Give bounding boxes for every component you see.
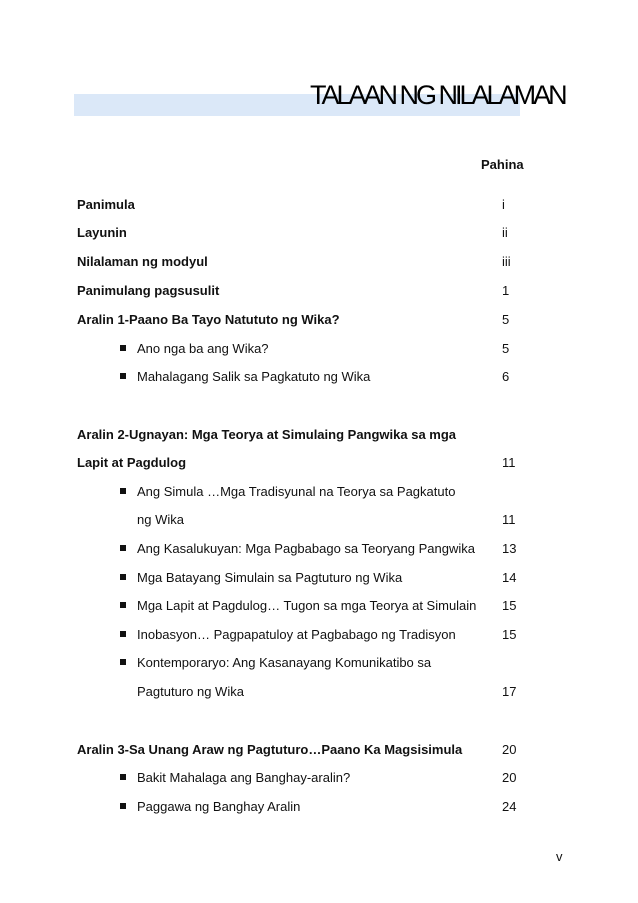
- toc-entry: [0, 684, 638, 702]
- square-bullet-icon: [120, 373, 126, 379]
- toc-entry-page: 11: [502, 455, 516, 470]
- square-bullet-icon: [120, 774, 126, 780]
- toc-entry-label: Panimulang pagsusulit: [77, 283, 220, 298]
- toc-entry-label: Pagtuturo ng Wika: [137, 684, 244, 699]
- toc-entry-label: Ano nga ba ang Wika?: [137, 341, 269, 356]
- toc-entry: [0, 570, 638, 588]
- toc-entry: [0, 369, 638, 387]
- toc-entry-label: Mga Batayang Simulain sa Pagtuturo ng Wika: [137, 570, 403, 585]
- square-bullet-icon: [120, 602, 126, 608]
- toc-entry-label: Ang Simula …Mga Tradisyunal na Teorya sa Pagkatuto: [137, 484, 456, 499]
- toc-entry-label: Layunin: [77, 225, 127, 240]
- toc-entry: [0, 455, 638, 473]
- square-bullet-icon: [120, 659, 126, 665]
- square-bullet-icon: [120, 631, 126, 637]
- toc-entry: [0, 341, 638, 359]
- toc-entry-page: 11: [502, 512, 516, 527]
- toc-entry-page: ii: [502, 225, 508, 240]
- toc-entry: [0, 427, 638, 445]
- toc-entry: [0, 655, 638, 673]
- toc-entry-page: 6: [502, 369, 510, 384]
- toc-entry-page: 17: [502, 684, 517, 699]
- toc-entry-page: 13: [502, 541, 517, 556]
- toc-entry-label: Aralin 1-Paano Ba Tayo Natututo ng Wika?: [77, 312, 340, 327]
- toc-entry: [0, 770, 638, 788]
- toc-entry-label: Panimula: [77, 197, 135, 212]
- toc-entry-label: Ang Kasalukuyan: Mga Pagbabago sa Teoryang Pangwika: [137, 541, 475, 556]
- square-bullet-icon: [120, 545, 126, 551]
- toc-entry: [0, 627, 638, 645]
- toc-entry-page: iii: [502, 254, 511, 269]
- page-number: v: [556, 849, 563, 864]
- square-bullet-icon: [120, 488, 126, 494]
- toc-entry: [0, 225, 638, 243]
- toc-entry-label: Aralin 2-Ugnayan: Mga Teorya at Simulaing Pangwika sa mga: [77, 427, 457, 442]
- toc-entry-label: Aralin 3-Sa Unang Araw ng Pagtuturo…Paano Ka Magsisimula: [77, 742, 463, 757]
- toc-entry-label: ng Wika: [137, 512, 184, 527]
- toc-entry-label: Mahalagang Salik sa Pagkatuto ng Wika: [137, 369, 371, 384]
- toc-entry-page: 15: [502, 627, 517, 642]
- square-bullet-icon: [120, 345, 126, 351]
- toc-entry-label: Lapit at Pagdulog: [77, 455, 187, 470]
- toc-entry: [0, 742, 638, 760]
- toc-entry: [0, 197, 638, 215]
- toc-entry-page: 1: [502, 283, 510, 298]
- toc-entry-page: 14: [502, 570, 517, 585]
- toc-entry-page: i: [502, 197, 505, 212]
- page-column-header: Pahina: [481, 157, 524, 172]
- toc-entry-label: Mga Lapit at Pagdulog… Tugon sa mga Teorya at Simulain: [137, 598, 477, 613]
- toc-entry-page: 5: [502, 312, 510, 327]
- toc-entry-page: 24: [502, 799, 517, 814]
- toc-entry-label: Paggawa ng Banghay Aralin: [137, 799, 301, 814]
- toc-entry-page: 20: [502, 770, 517, 785]
- toc-entry: [0, 799, 638, 817]
- toc-entry: [0, 484, 638, 502]
- toc-entry: [0, 541, 638, 559]
- toc-entry-label: Kontemporaryo: Ang Kasanayang Komunikatibo sa: [137, 655, 432, 670]
- toc-entry: [0, 254, 638, 272]
- toc-entry: [0, 512, 638, 530]
- square-bullet-icon: [120, 803, 126, 809]
- toc-entry: [0, 312, 638, 330]
- toc-entry-label: Inobasyon… Pagpapatuloy at Pagbabago ng Tradisyon: [137, 627, 456, 642]
- toc-entry-label: Bakit Mahalaga ang Banghay-aralin?: [137, 770, 351, 785]
- square-bullet-icon: [120, 574, 126, 580]
- toc-entry: [0, 598, 638, 616]
- toc-entry-page: 5: [502, 341, 510, 356]
- toc-entry-label: Nilalaman ng modyul: [77, 254, 208, 269]
- toc-entry-page: 20: [502, 742, 517, 757]
- page-title: TALAAN NG NILALAMAN: [310, 80, 565, 110]
- toc-entry: [0, 283, 638, 301]
- toc-entry-page: 15: [502, 598, 517, 613]
